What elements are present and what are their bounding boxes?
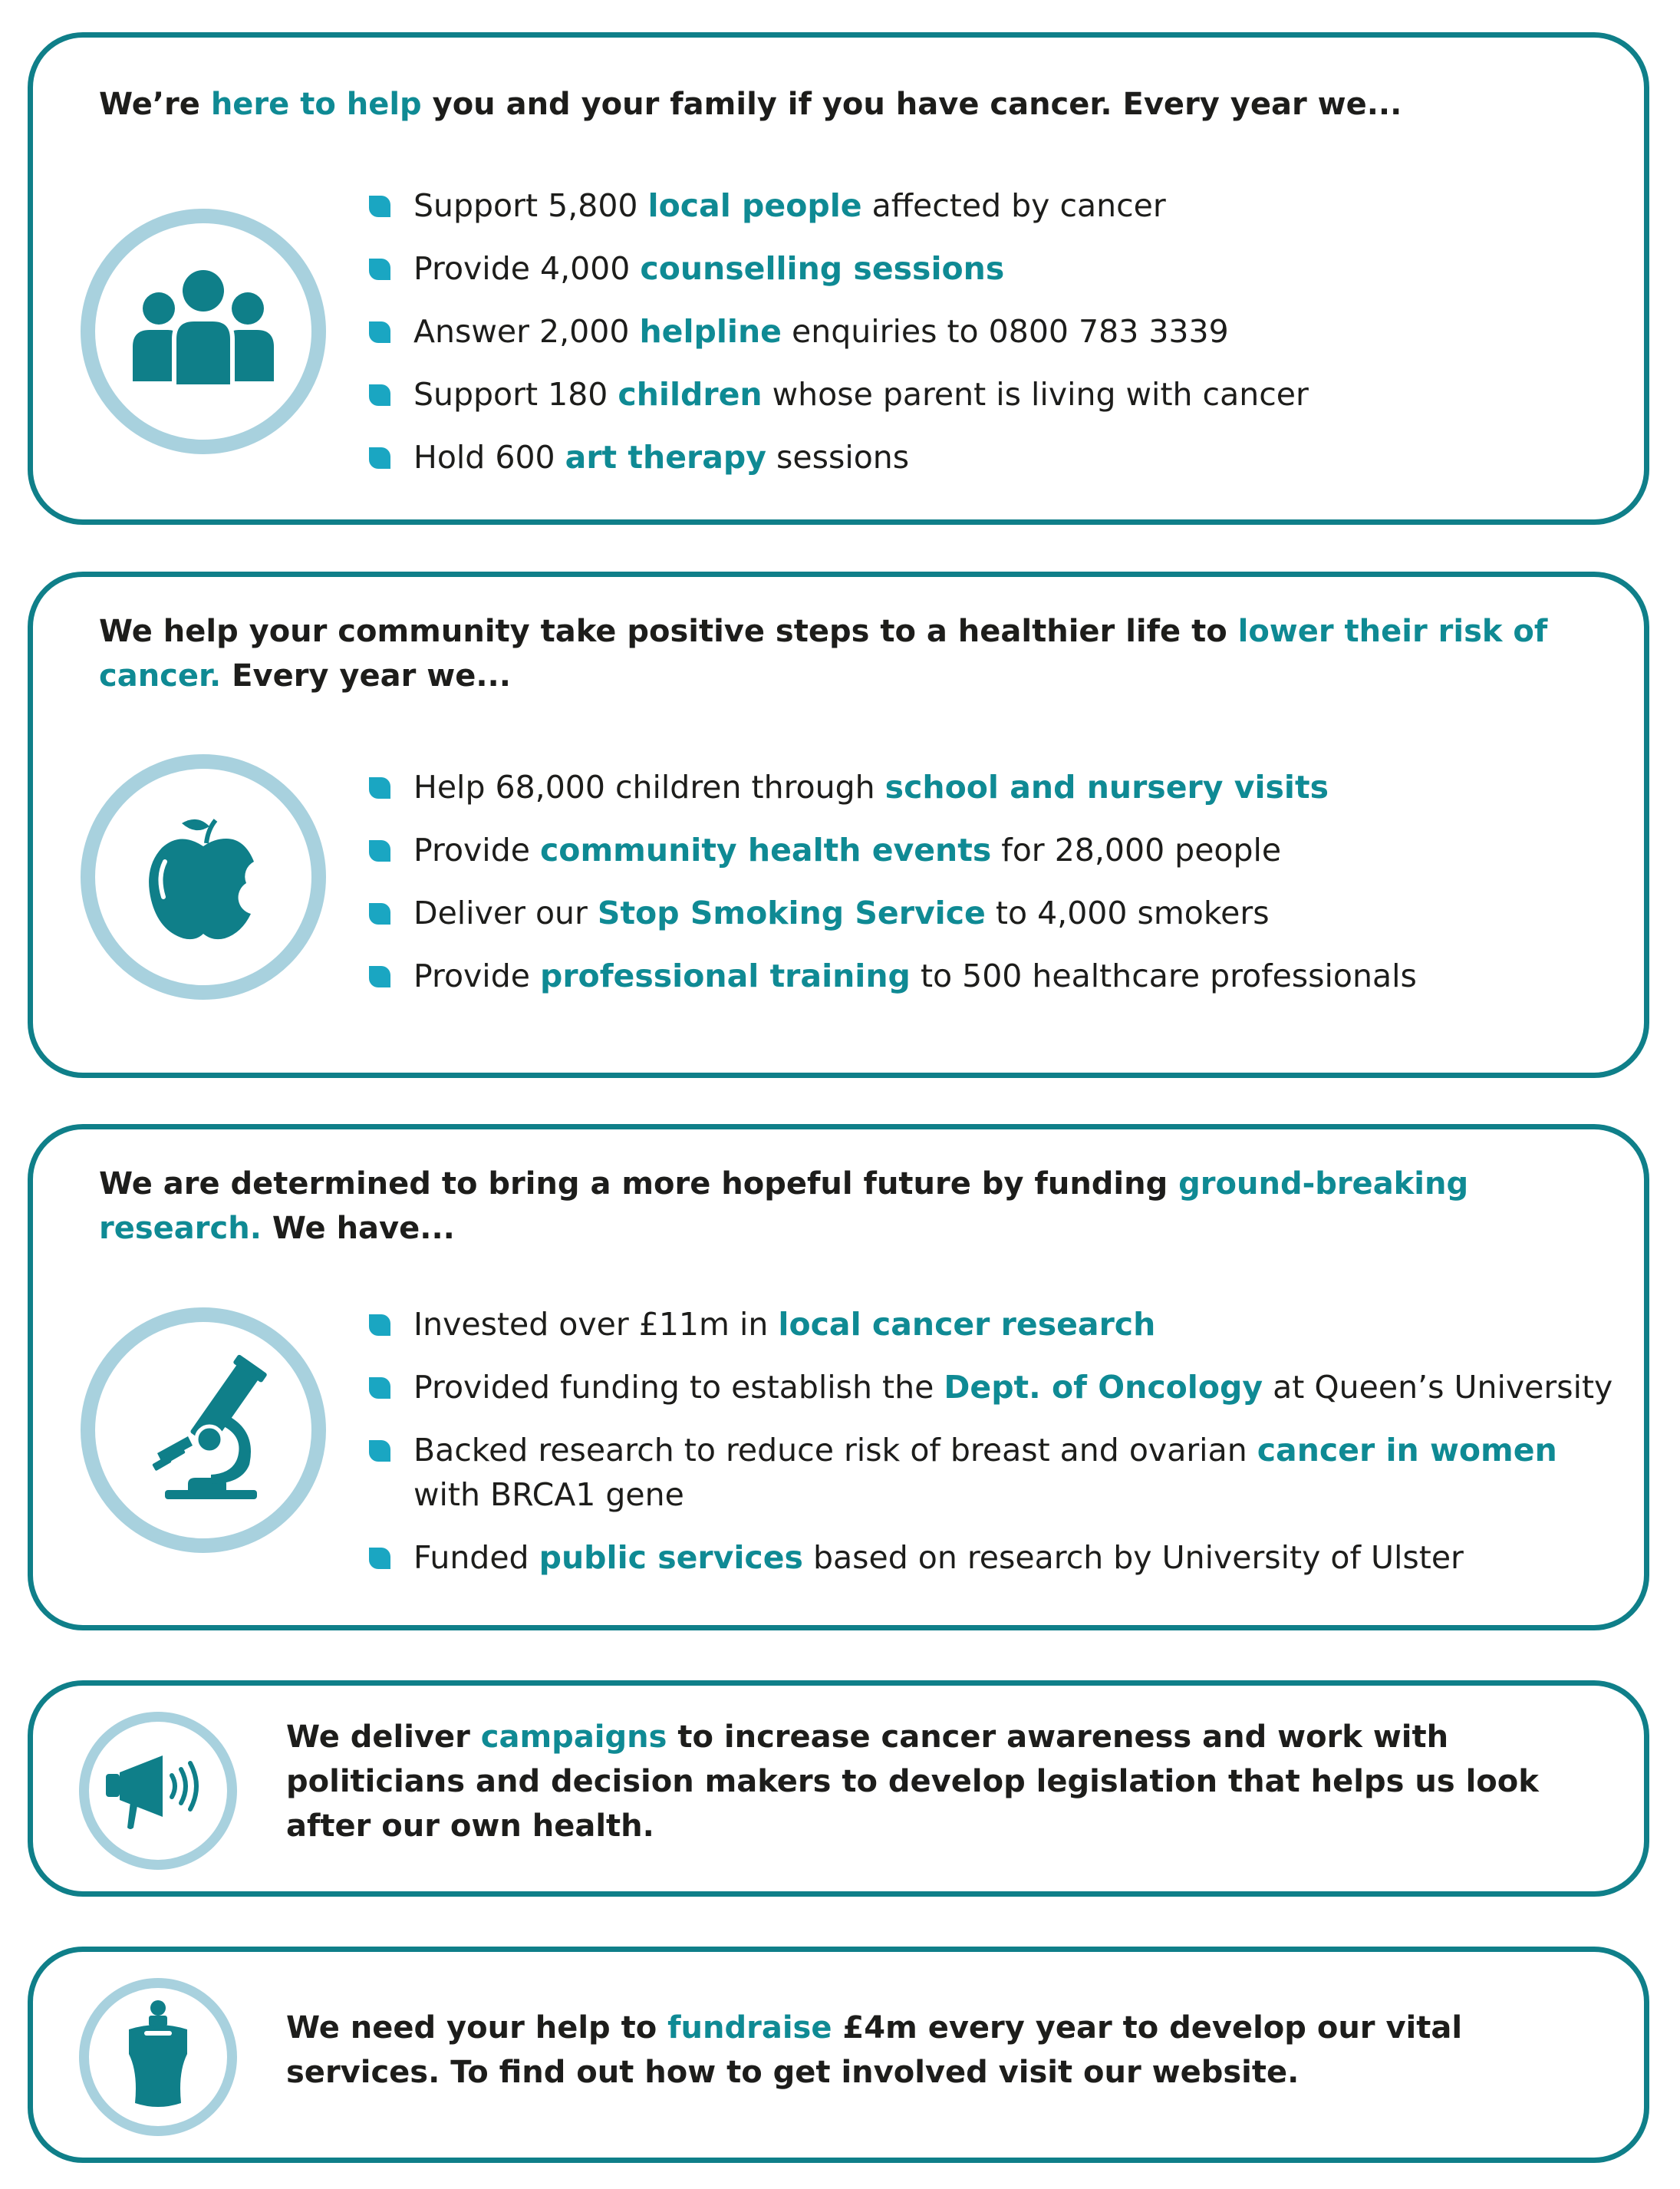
list-item: Provide professional training to 500 healthcare professionals	[366, 954, 1613, 1017]
section-support-panel	[28, 32, 1649, 525]
list-item: Invested over £11m in local cancer research	[366, 1302, 1613, 1365]
list-item: Backed research to reduce risk of breast and ovarian cancer in women with BRCA1 gene	[366, 1428, 1613, 1535]
list-item: Provide community health events for 28,000 people	[366, 828, 1613, 891]
section-campaigns-panel	[28, 1680, 1649, 1897]
leaf-bullet-icon	[366, 1437, 394, 1465]
collection-tin-icon	[89, 1988, 227, 2126]
leaf-bullet-icon	[366, 1374, 394, 1402]
list-item: Help 68,000 children through school and nursery visits	[366, 765, 1613, 828]
section-prevention-panel	[28, 572, 1649, 1078]
section-campaigns-text: We deliver campaigns to increase cancer awareness and work with politicians and decision makers to develop legislation that helps us look after our own health.	[286, 1719, 1539, 1844]
list-item: Support 5,800 local people affected by cancer	[366, 183, 1613, 246]
section-research-list	[366, 1302, 1613, 1598]
list-item: Provided funding to establish the Dept. of Oncology at Queen’s University	[366, 1365, 1613, 1428]
leaf-bullet-icon	[366, 255, 394, 283]
section-research-panel	[28, 1124, 1649, 1630]
leaf-bullet-icon	[366, 444, 394, 472]
section-fundraise-text: We need your help to fundraise £4m every year to develop our vital services. To find out how to get involved visit our website.	[286, 2010, 1463, 2090]
leaf-bullet-icon	[366, 381, 394, 409]
collection-tin-icon-circle	[79, 1978, 237, 2136]
section-support-list	[366, 183, 1613, 498]
leaf-bullet-icon	[366, 963, 394, 991]
section-prevention-list	[366, 765, 1613, 1017]
list-item: Deliver our Stop Smoking Service to 4,000 smokers	[366, 891, 1613, 954]
section-support-heading: We’re here to help you and your family if you have cancer. Every year we...	[99, 87, 1402, 122]
list-item: Support 180 children whose parent is living with cancer	[366, 372, 1613, 435]
section-research-heading: We are determined to bring a more hopeful future by funding ground-breaking research. We have...	[99, 1166, 1469, 1246]
apple-icon	[111, 785, 295, 969]
list-item: Hold 600 art therapy sessions	[366, 435, 1613, 498]
leaf-bullet-icon	[366, 318, 394, 346]
people-group-icon	[111, 239, 295, 424]
section-fundraise-panel	[28, 1947, 1649, 2163]
megaphone-icon-circle	[79, 1712, 237, 1870]
microscope-icon	[111, 1338, 295, 1522]
leaf-bullet-icon	[366, 900, 394, 928]
list-item: Funded public services based on research by University of Ulster	[366, 1535, 1613, 1598]
microscope-icon-circle	[81, 1307, 326, 1553]
megaphone-icon	[89, 1722, 227, 1860]
list-item: Provide 4,000 counselling sessions	[366, 246, 1613, 309]
apple-icon-circle	[81, 754, 326, 1000]
section-prevention-heading: We help your community take positive steps to a healthier life to lower their risk of cancer. Every year we...	[99, 614, 1548, 694]
leaf-bullet-icon	[366, 193, 394, 220]
leaf-bullet-icon	[366, 837, 394, 865]
people-group-icon-circle	[81, 209, 326, 454]
list-item: Answer 2,000 helpline enquiries to 0800 783 3339	[366, 309, 1613, 372]
leaf-bullet-icon	[366, 1311, 394, 1339]
leaf-bullet-icon	[366, 774, 394, 802]
leaf-bullet-icon	[366, 1544, 394, 1572]
